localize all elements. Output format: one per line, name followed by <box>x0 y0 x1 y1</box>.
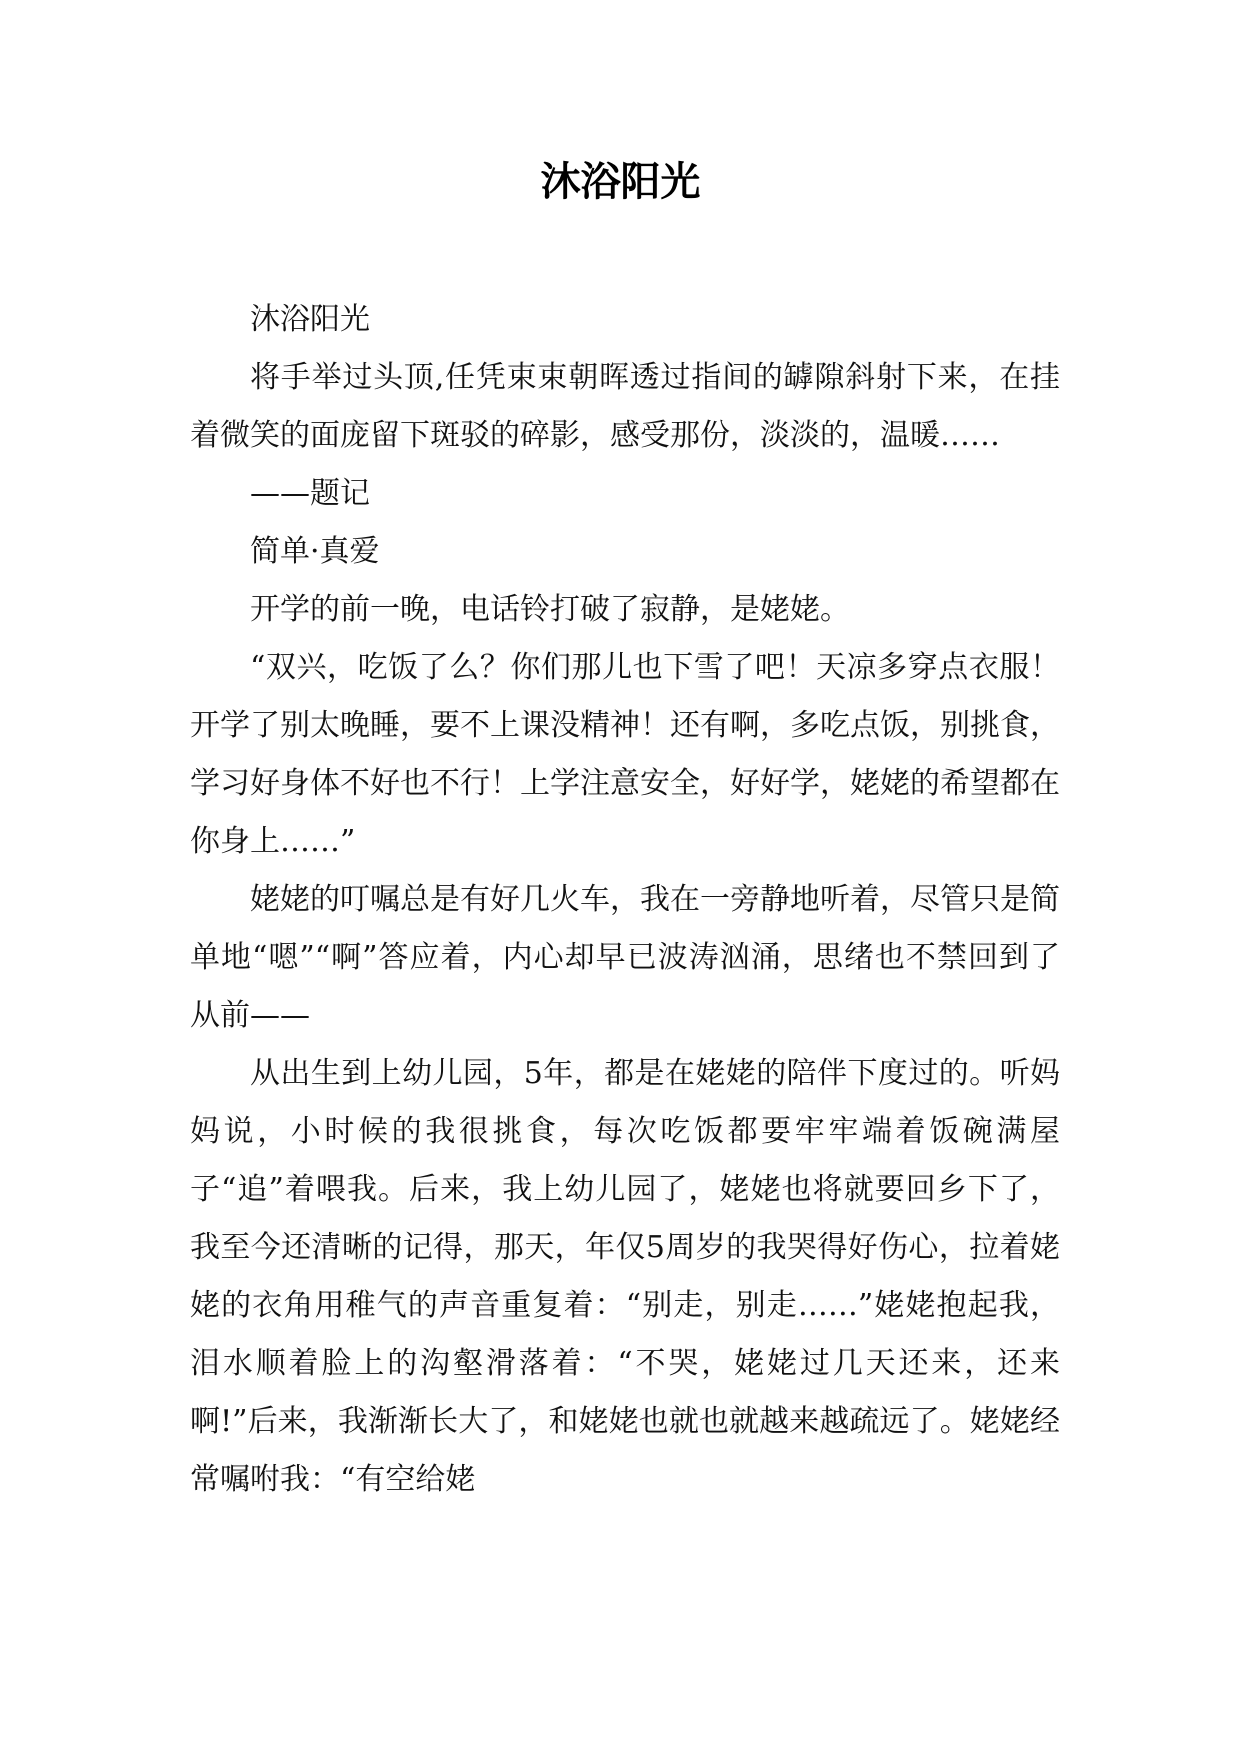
paragraph-section-title: 简单·真爱 <box>250 534 380 569</box>
paragraph-epigraph: 将手举过头顶,任凭束束朝晖透过指间的罅隙斜射下来，在挂着微笑的面庞留下斑驳的碎影，感受那份，淡淡的，温暖…… <box>190 360 1060 453</box>
paragraph-heading: 沐浴阳光 <box>250 302 370 337</box>
paragraph: 从出生到上幼儿园，5年，都是在姥姥的陪伴下度过的。听妈妈说，小时候的我很挑食，每次吃饭都要牢牢端着饭碗满屋子“追”着喂我。后来，我上幼儿园了，姥姥也将就要回乡下了，我至今还清晰的记得，那天，年仅5周岁的我哭得好伤心，拉着姥姥的衣角用稚气的声音重复着：“别走，别走……”姥姥抱起我，泪水顺着脸上的沟壑滑落着：“不哭，姥姥过几天还来，还来啊!”后来，我渐渐长大了，和姥姥也就也就越来越疏远了。姥姥经常嘱咐我：“有空给姥 <box>190 1056 1060 1497</box>
paragraph: “双兴，吃饭了么？你们那儿也下雪了吧！天凉多穿点衣服！开学了别太晚睡，要不上课没精神！还有啊，多吃点饭，别挑食，学习好身体不好也不行！上学注意安全，好好学，姥姥的希望都在你身上……” <box>190 650 1060 859</box>
paragraph: 开学的前一晚，电话铃打破了寂静，是姥姥。 <box>250 592 850 627</box>
paragraph-epigraph-attribution: ——题记 <box>250 476 370 511</box>
document-title: 沐浴阳光 <box>540 158 701 205</box>
paragraph: 姥姥的叮嘱总是有好几火车，我在一旁静地听着，尽管只是简单地“嗯”“啊”答应着，内心却早已波涛汹涌，思绪也不禁回到了从前—— <box>190 882 1060 1033</box>
document-body <box>190 291 1060 1509</box>
